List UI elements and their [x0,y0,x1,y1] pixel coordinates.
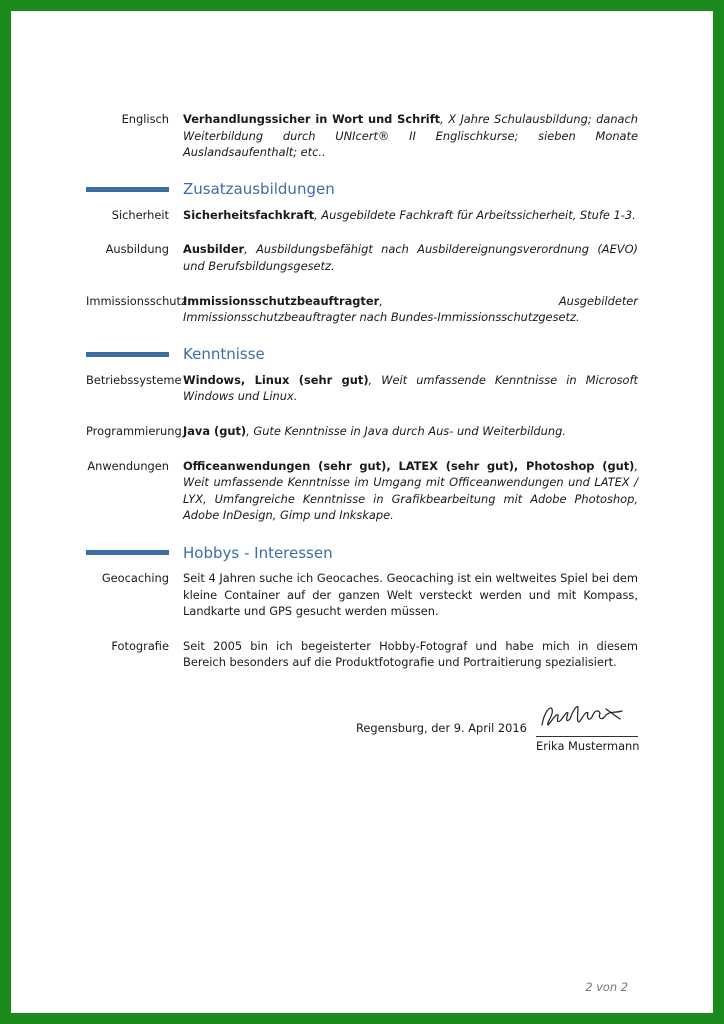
entry-title: Verhandlungssicher in Wort und Schrift [183,112,441,126]
entry-title: Officeanwendungen (sehr gut), LATEX (sehr gut), Photoshop (gut) [183,458,635,473]
entry-geocaching [86,570,638,620]
cv-page [11,11,713,1013]
entry-betriebssysteme [86,372,638,405]
entry-label: Geocaching [101,570,169,585]
entry-body [183,372,638,405]
entry-description: , Ausgebildeter Immissionsschutzbeauftragter nach Bundes-Immissionsschutzgesetz. [183,293,638,325]
section-title: Kenntnisse [183,345,265,364]
entry-title: Immissionsschutzbeauftragter [183,293,380,308]
entry-body [183,458,638,524]
signature-line [536,736,638,737]
entry-label: Programmierung [86,423,182,438]
section-bar [86,550,169,555]
entry-description: , Ausbildungsbefähigt nach Ausbildereignungsverordnung (AEVO) und Berufsbildungsgesetz. [183,242,638,273]
entry-body [183,241,638,274]
section-title: Hobbys - Interessen [183,543,333,562]
entry-label: Englisch [121,112,169,126]
entry-body [183,111,638,161]
entry-label: Anwendungen [87,458,169,473]
signature-block [356,699,638,759]
signer-name: Erika Mustermann [536,739,640,753]
section-zusatzausbildungen [86,179,638,201]
section-bar [86,352,169,357]
entry-title: Sicherheitsfachkraft [183,207,315,222]
section-kenntnisse [86,344,638,366]
entry-fotografie [86,638,638,671]
entry-programmierung [86,423,638,440]
entry-body [183,293,638,326]
language-entry [86,111,638,161]
entry-title: Java (gut) [183,423,247,438]
place-date: Regensburg, der 9. April 2016 [356,721,527,735]
section-title: Zusatzausbildungen [183,180,335,199]
entry-label: Betriebssysteme [86,372,182,387]
entry-label: Fotografie [111,638,169,653]
entry-title: Ausbilder [183,242,245,257]
entry-body [183,207,638,224]
page-number: 2 von 2 [585,980,628,994]
entry-sicherheit [86,207,638,224]
entry-description: , Weit umfassende Kenntnisse in Microsoft Windows und Linux. [183,372,638,404]
cv-content [86,111,638,689]
entry-immissionsschutz [86,293,638,326]
entry-label: Immissionsschutz [86,293,187,308]
signature-image [536,699,636,733]
entry-description: , X Jahre Schulausbildung; danach Weiterbildung durch UNIcert® II Englischkurse; sieben Monate Auslandsaufenthalt; etc.. [183,112,638,160]
entry-body: Seit 4 Jahren suche ich Geocaches. Geocaching ist ein weltweites Spiel bei dem kleine Container auf der ganzen Welt versteckt werden und mit Kompass, Landkarte und GPS gesucht werden müssen. [183,570,638,619]
entry-label: Sicherheit [111,207,169,222]
entry-anwendungen [86,458,638,524]
entry-description: , Gute Kenntnisse in Java durch Aus- und Weiterbildung. [246,423,566,438]
entry-description: , Ausgebildete Fachkraft für Arbeitssicherheit, Stufe 1-3. [314,207,636,222]
entry-body [183,423,638,440]
entry-label: Ausbildung [105,242,169,257]
entry-body: Seit 2005 bin ich begeisterter Hobby-Fotograf und habe mich in diesem Bereich besonders auf die Produktfotografie und Portraitierung spezialisiert. [183,638,638,670]
entry-description: , Weit umfassende Kenntnisse im Umgang mit Officeanwendungen und LATEX / LYX, Umfangreiche Kenntnisse in Grafikbearbeitung mit Adobe Photoshop, Adobe InDesign, Gimp und Inkskape. [183,458,638,523]
entry-title: Windows, Linux (sehr gut) [183,372,369,387]
section-hobbys [86,542,638,564]
section-bar [86,187,169,192]
entry-ausbildung [86,241,638,274]
